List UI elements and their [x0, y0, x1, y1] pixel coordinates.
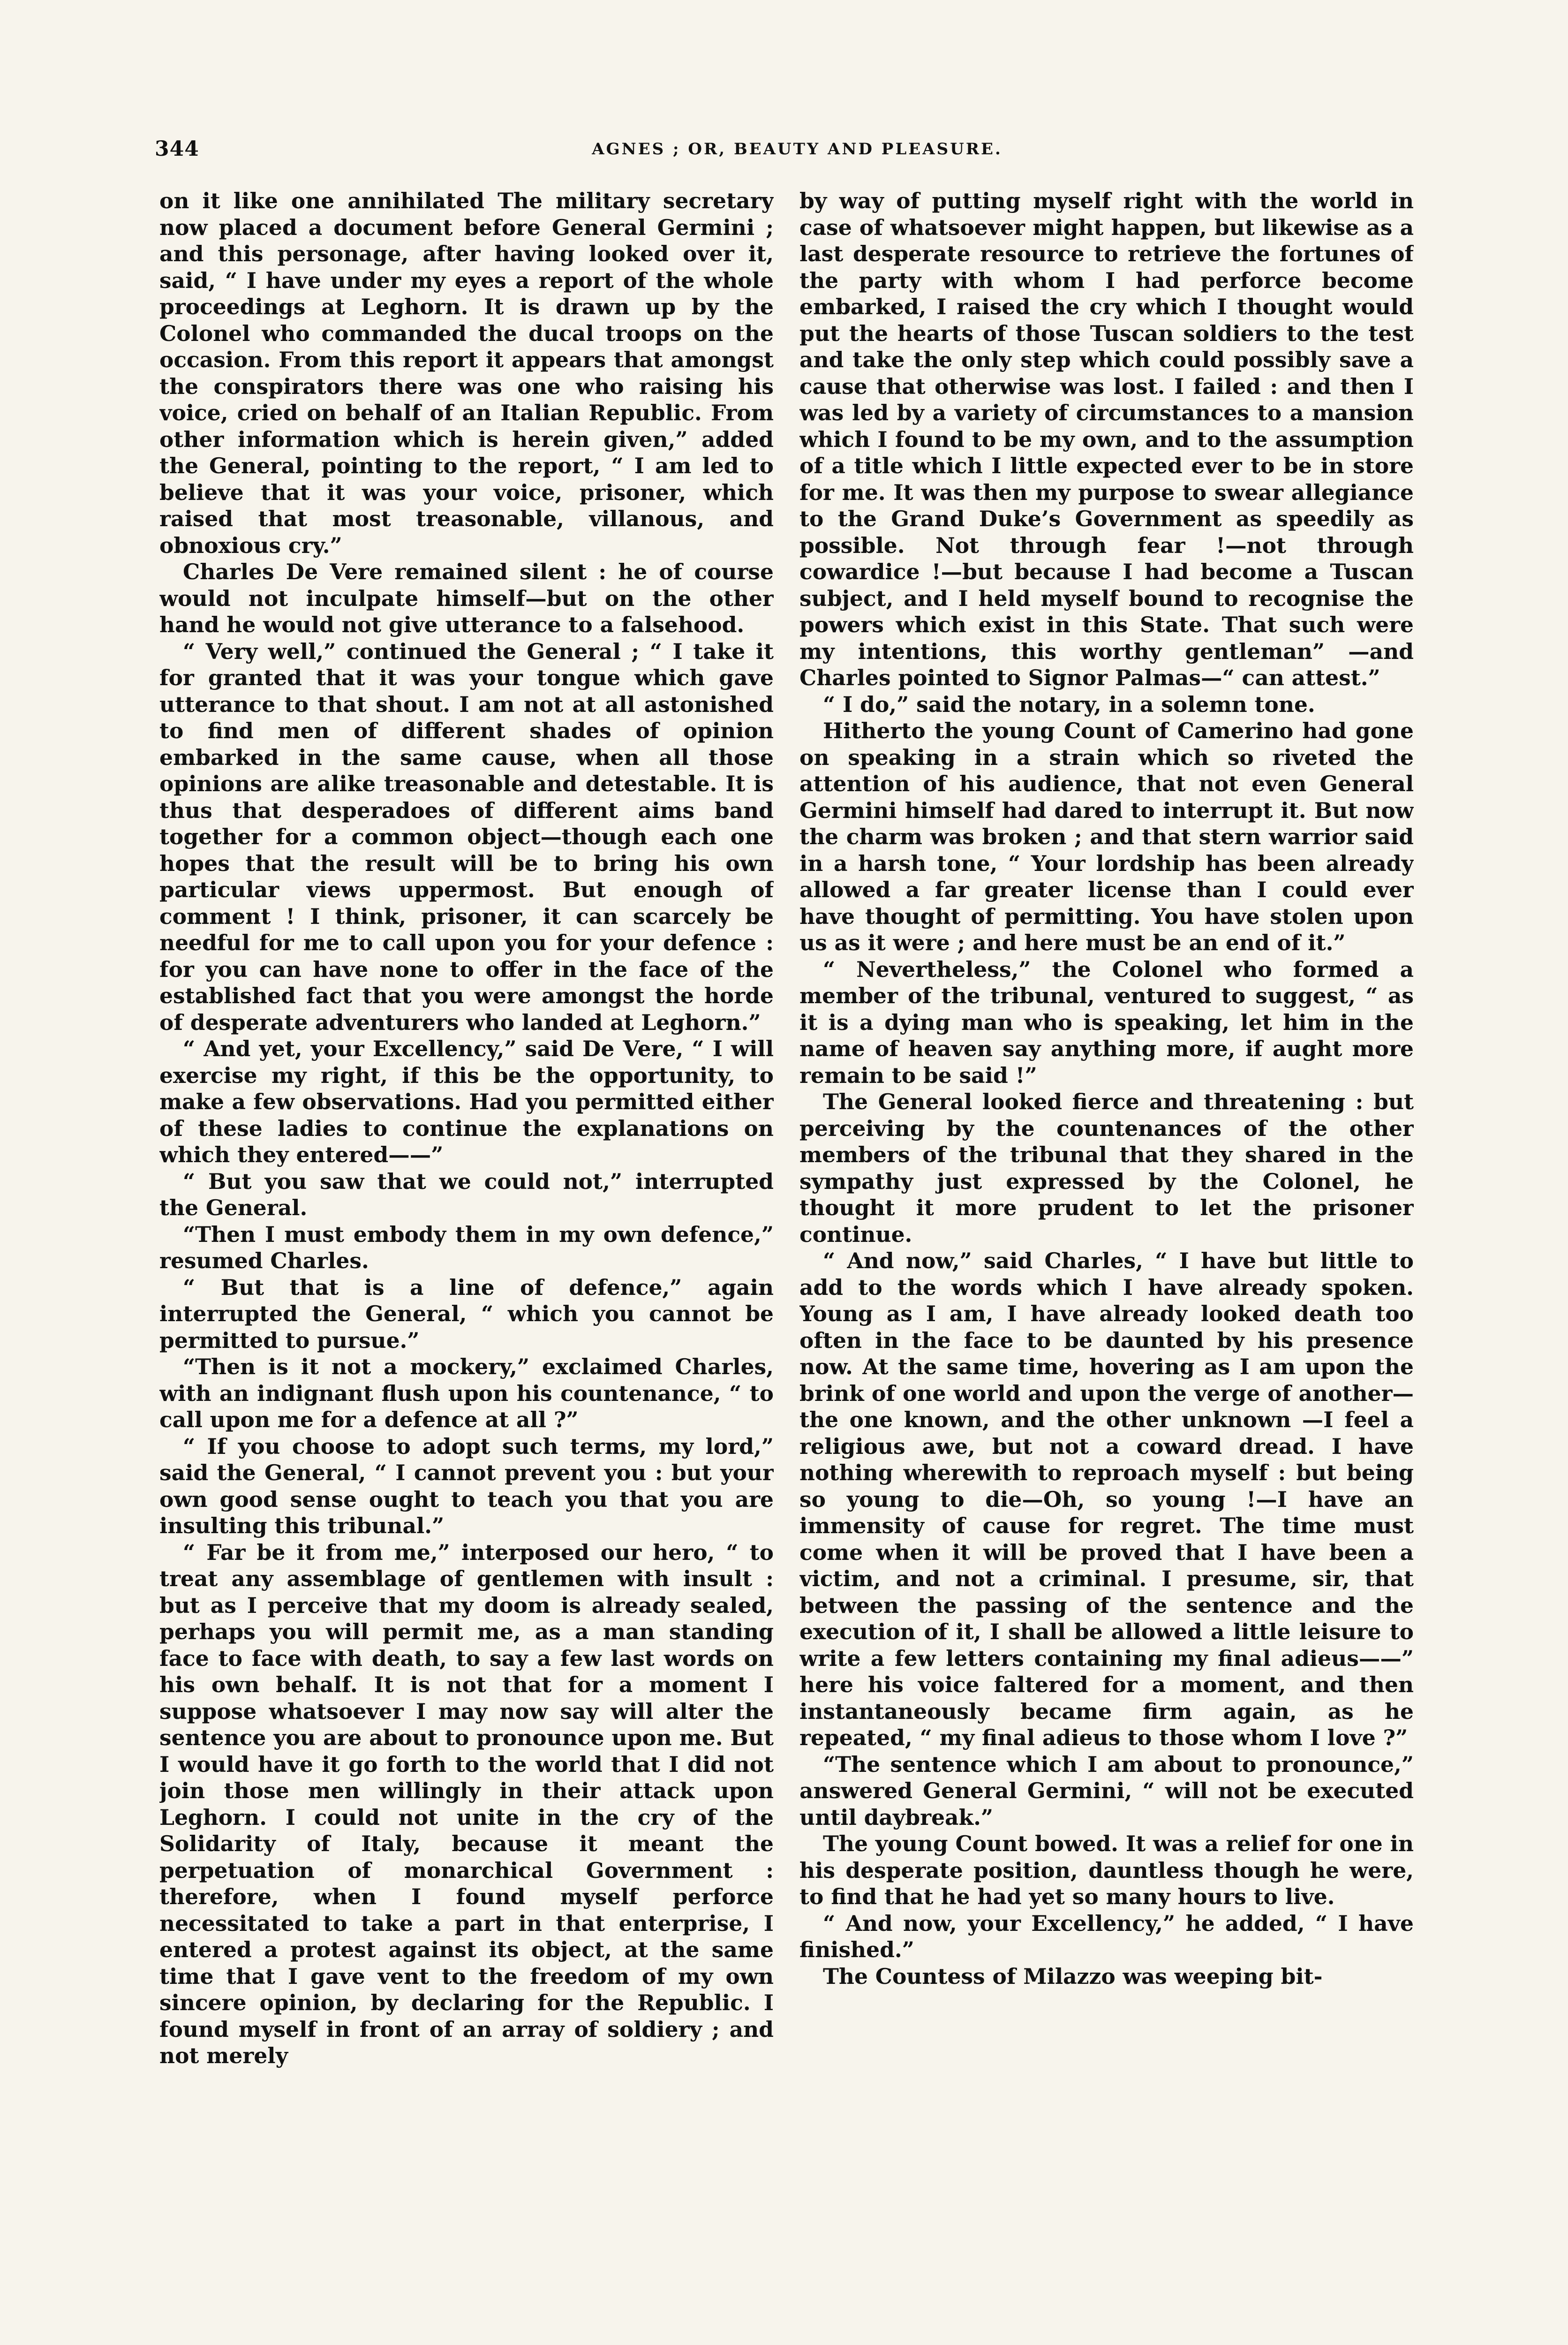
paragraph: “ But you saw that we could not,” interrupted the General. [159, 1168, 774, 1220]
paragraph: “ And yet, your Excellency,” said De Vere, “ I will exercise my right, if this be the opportunity, to make a few observations. Had you permitted either of these ladies to continue the explanations on which they entered——” [159, 1036, 774, 1167]
paragraph: “The sentence which I am about to pronounce,” answered General Germini, “ will not be executed until daybreak.” [799, 1751, 1414, 1830]
right-text-column [799, 188, 1414, 2345]
paragraph: “Then I must embody them in my own defence,” resumed Charles. [159, 1221, 774, 1273]
paragraph: on it like one annihilated The military secretary now placed a document before General Germini ; and this personage, after having looked over it, said, “ I have under my eyes a report of the whole proceedings at Leghorn. It is drawn up by the Colonel who commanded the ducal troops on the occasion. From this report it appears that amongst the conspirators there was one who raising his voice, cried on behalf of an Italian Republic. From other information which is herein given,” added the General, pointing to the report, “ I am led to believe that it was your voice, prisoner, which raised that most treasonable, villanous, and obnoxious cry.” [159, 188, 774, 558]
paragraph: “ Far be it from me,” interposed our hero, “ to treat any assemblage of gentlemen with insult : but as I perceive that my doom is already sealed, perhaps you will permit me, as a man standing face to face with death, to say a few last words on his own behalf. It is not that for a moment I suppose whatsoever I may now say will alter the sentence you are about to pronounce upon me. But I would have it go forth to the world that I did not join those men willingly in their attack upon Leghorn. I could not unite in the cry of the Solidarity of Italy, because it meant the perpetuation of monarchical Government : therefore, when I found myself perforce necessitated to take a part in that enterprise, I entered a protest against its object, at the same time that I gave vent to the freedom of my own sincere opinion, by declaring for the Republic. I found myself in front of an array of soldiery ; and not merely [159, 1539, 774, 2068]
left-text-column [159, 188, 774, 2345]
paragraph: The Countess of Milazzo was weeping bit- [823, 1963, 1323, 1989]
page-header [155, 137, 1440, 174]
paragraph: “ Nevertheless,” the Colonel who formed a member of the tribunal, ventured to suggest, “ as it is a dying man who is speaking, let him in the name of heaven say anything more, if aught more remain to be said !” [799, 956, 1414, 1088]
paragraph: The General looked fierce and threatening : but perceiving by the countenances of the other members of the tribunal that they shared in the sympathy just expressed by the Colonel, he thought it more prudent to let the prisoner continue. [799, 1089, 1414, 1247]
page-number: 344 [155, 137, 199, 161]
paragraph: Hitherto the young Count of Camerino had gone on speaking in a strain which so riveted the attention of his audience, that not even General Germini himself had dared to interrupt it. But now the charm was broken ; and that stern warrior said in a harsh tone, “ Your lordship has been already allowed a far greater license than I could ever have thought of permitting. You have stolen upon us as it were ; and here must be an end of it.” [799, 718, 1414, 955]
paragraph: “ I do,” said the notary, in a solemn tone. [823, 691, 1315, 717]
running-title: AGNES ; OR, BEAUTY AND PLEASURE. [592, 140, 1003, 159]
paragraph: “Then is it not a mockery,” exclaimed Charles, with an indignant flush upon his countenance, “ to call upon me for a defence at all ?” [159, 1354, 774, 1432]
paragraph: Charles De Vere remained silent : he of course would not inculpate himself—but on the other hand he would not give utterance to a falsehood. [159, 559, 774, 637]
paragraph: by way of putting myself right with the world in case of whatsoever might happen, but likewise as a last desperate resource to retrieve the fortunes of the party with whom I had perforce become embarked, I raised the cry which I thought would put the hearts of those Tuscan soldiers to the test and take the only step which could possibly save a cause that otherwise was lost. I failed : and then I was led by a variety of circumstances to a mansion which I found to be my own, and to the assumption of a title which I little expected ever to be in store for me. It was then my purpose to swear allegiance to the Grand Duke’s Government as speedily as possible. Not through fear !—not through cowardice !—but because I had become a Tuscan subject, and I held myself bound to recognise the powers which exist in this State. That such were my intentions, this worthy gentleman” —and Charles pointed to Signor Palmas—“ can attest.” [799, 188, 1414, 690]
paragraph: “ If you choose to adopt such terms, my lord,” said the General, “ I cannot prevent you : but your own good sense ought to teach you that you are insulting this tribunal.” [159, 1433, 774, 1538]
paragraph: “ And now,” said Charles, “ I have but little to add to the words which I have already spoken. Young as I am, I have already looked death too often in the face to be daunted by his presence now. At the same time, hovering as I am upon the brink of one world and upon the verge of another—the one known, and the other unknown —I feel a religious awe, but not a coward dread. I have nothing wherewith to reproach myself : but being so young to die—Oh, so young !—I have an immensity of cause for regret. The time must come when it will be proved that I have been a victim, and not a criminal. I presume, sir, that between the passing of the sentence and the execution of it, I shall be allowed a little leisure to write a few letters containing my final adieus——” here his voice faltered for a moment, and then instantaneously became firm again, as he repeated, “ my final adieus to those whom I love ?” [799, 1248, 1414, 1750]
paragraph: “ And now, your Excellency,” he added, “ I have finished.” [799, 1910, 1414, 1962]
paragraph: “ But that is a line of defence,” again interrupted the General, “ which you cannot be permitted to pursue.” [159, 1274, 774, 1353]
paragraph: “ Very well,” continued the General ; “ I take it for granted that it was your tongue which gave utterance to that shout. I am not at all astonished to find men of different shades of opinion embarked in the same cause, when all those opinions are alike treasonable and detestable. It is thus that desperadoes of different aims band together for a common object—though each one hopes that the result will be to bring his own particular views uppermost. But enough of comment ! I think, prisoner, it can scarcely be needful for me to call upon you for your defence : for you can have none to offer in the face of the established fact that you were amongst the horde of desperate adventurers who landed at Leghorn.” [159, 638, 774, 1035]
paragraph: The young Count bowed. It was a relief for one in his desperate position, dauntless though he were, to find that he had yet so many hours to live. [799, 1831, 1414, 1909]
